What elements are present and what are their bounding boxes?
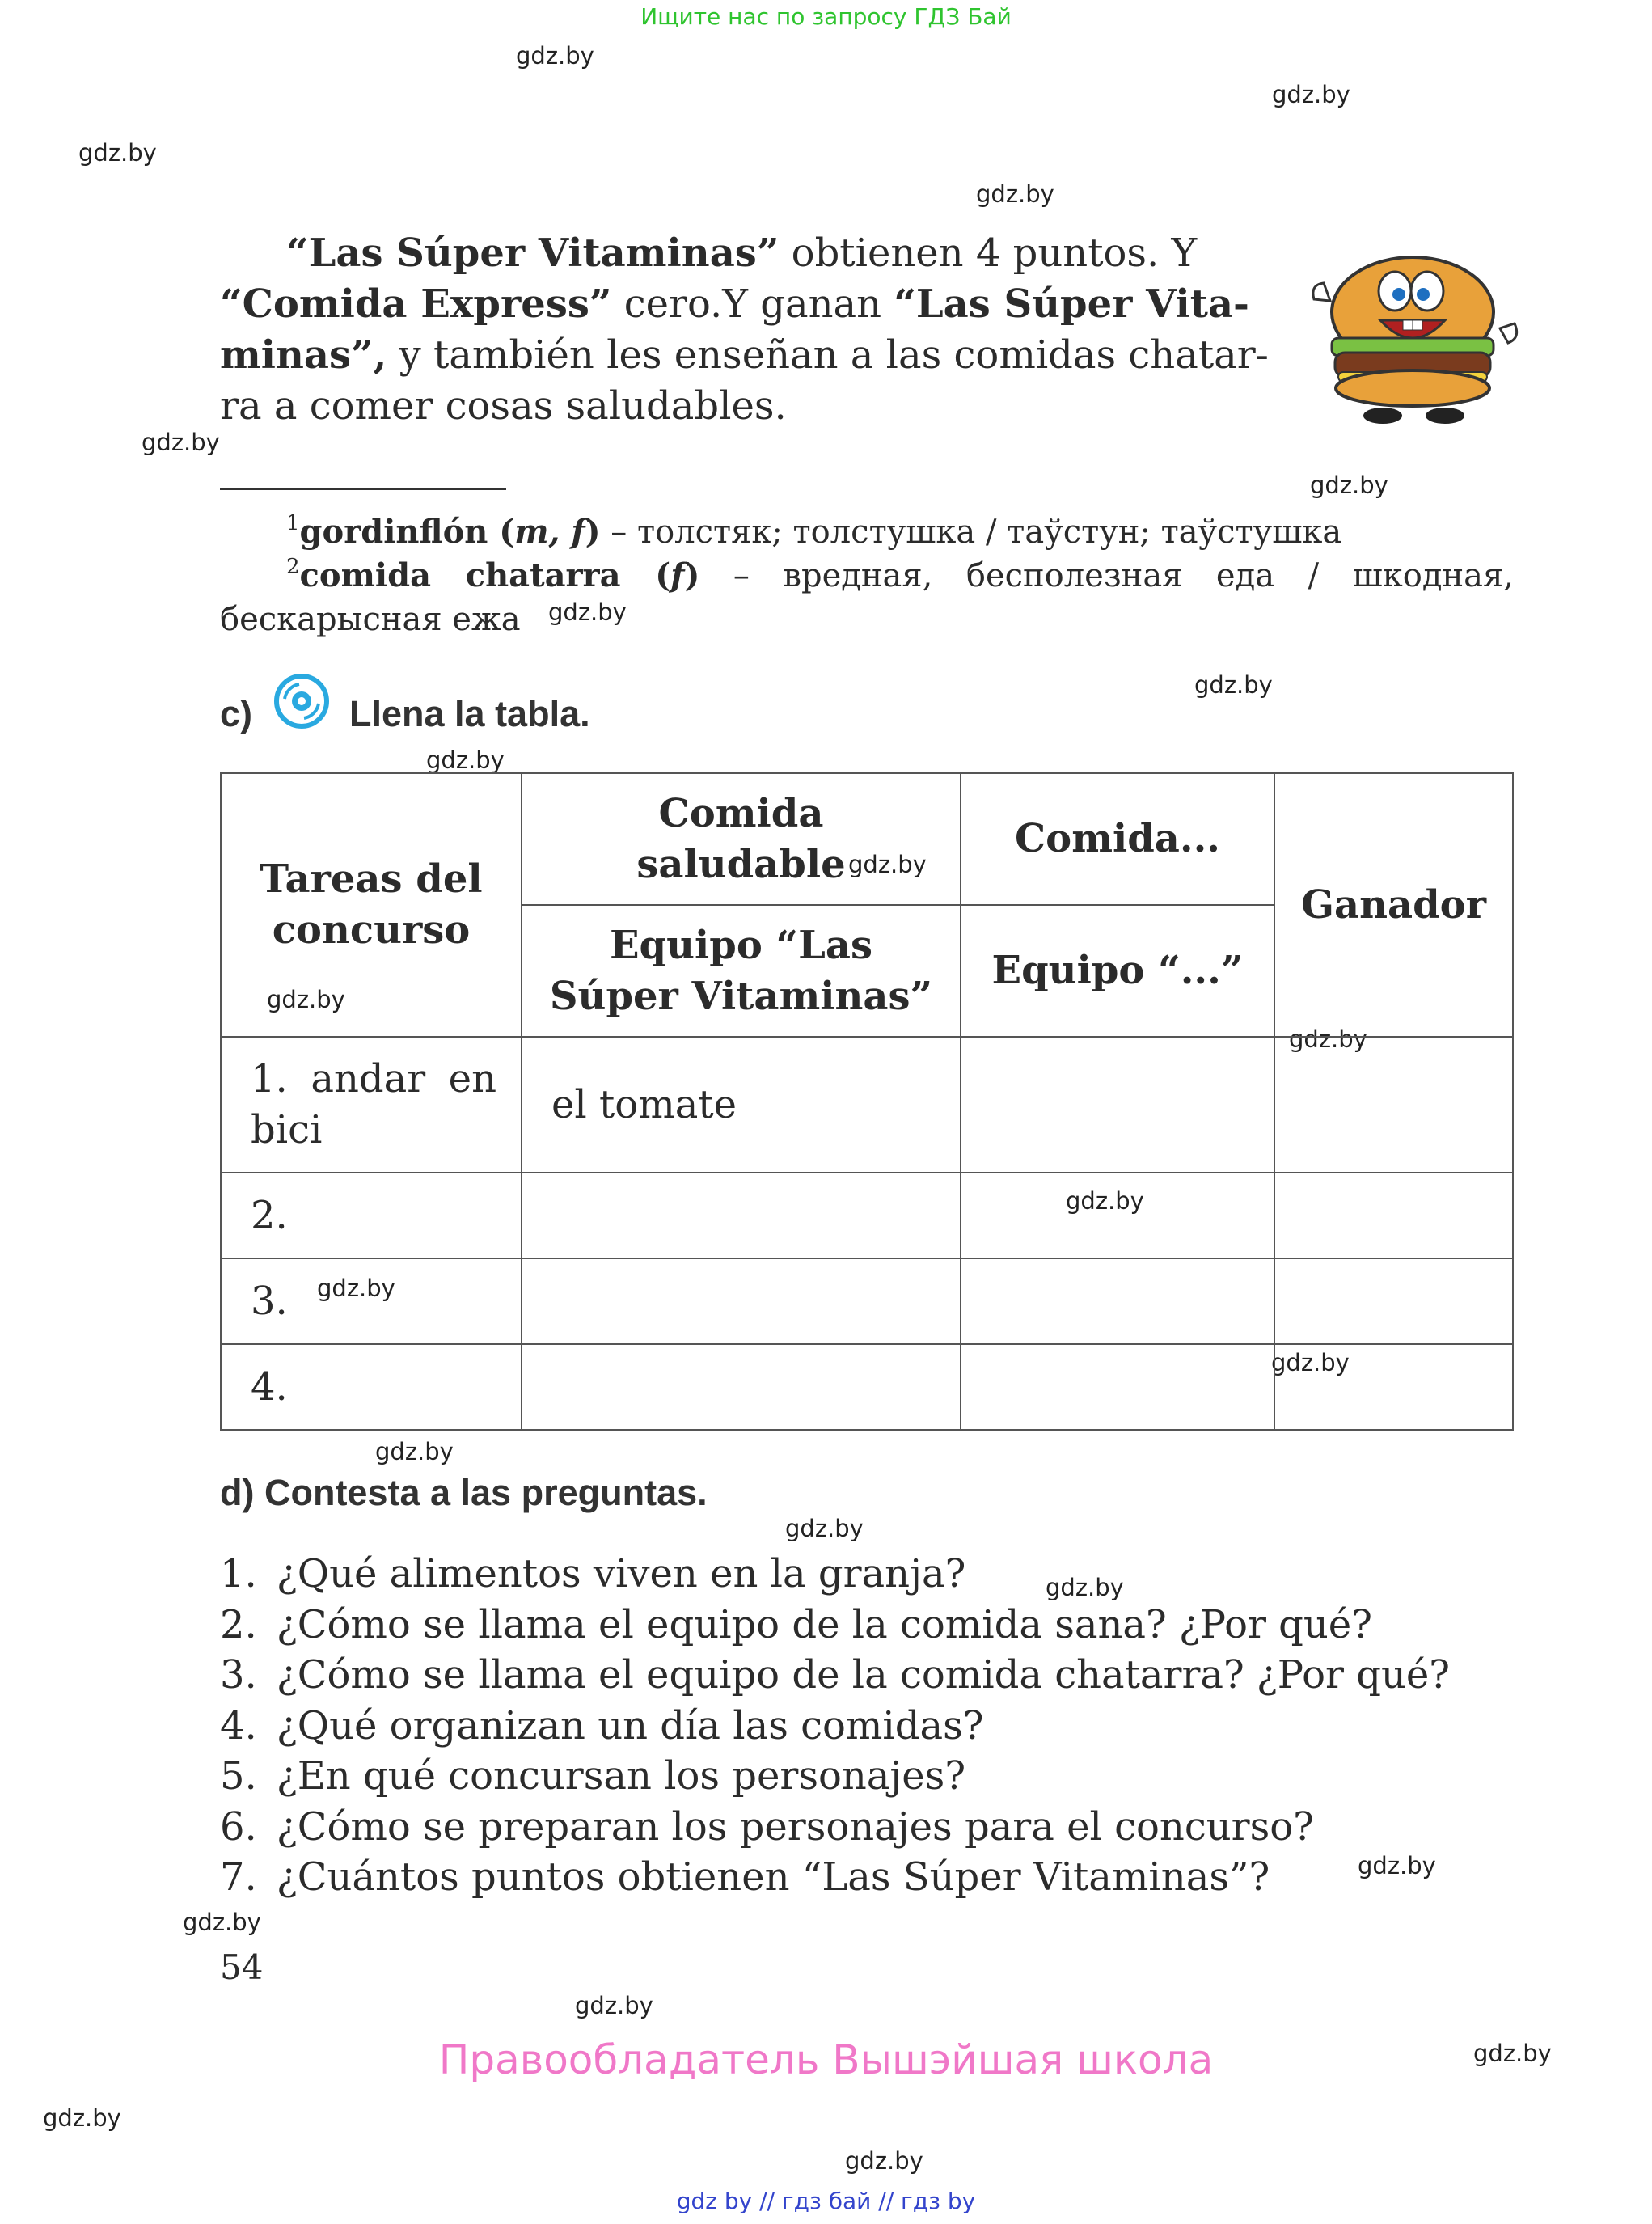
list-item: 5. ¿En qué concursan los personajes? — [220, 1753, 966, 1799]
section-d-title: d) Contesta a las preguntas. — [220, 1472, 708, 1513]
audio-disc-icon[interactable] — [273, 673, 330, 729]
watermark: gdz.by — [267, 986, 345, 1013]
team2-cell[interactable] — [961, 1173, 1274, 1258]
table-row — [221, 1037, 1513, 1173]
table-row — [221, 1173, 1513, 1258]
list-item: 2. ¿Cómo se llama el equipo de la comida sana? ¿Por qué? — [220, 1601, 1372, 1647]
list-item: 3. ¿Cómo se llama el equipo de la comida chatarra? ¿Por qué? — [220, 1652, 1450, 1698]
watermark: gdz.by — [142, 429, 220, 456]
watermark: gdz.by — [1194, 671, 1273, 699]
footnote-2: $^2$comida chatarra (f) – вредная, бесполезная еда / шкодная, бескарысная ежа — [220, 555, 1514, 638]
watermark: gdz.by — [848, 851, 927, 878]
header-comida: Comida... — [961, 773, 1274, 905]
watermark: gdz.by — [1358, 1852, 1436, 1879]
watermark: gdz.by — [375, 1438, 454, 1465]
team1-cell[interactable]: el tomate — [522, 1037, 961, 1173]
header-ganador: Ganador — [1274, 773, 1513, 1037]
watermark: gdz.by — [845, 2147, 923, 2175]
watermark: gdz.by — [785, 1515, 864, 1542]
watermark: gdz.by — [183, 1909, 261, 1936]
watermark: gdz.by — [1271, 1349, 1350, 1376]
section-c-title: Llena la tabla. — [349, 693, 590, 734]
header-equipo-2: Equipo “...” — [961, 905, 1274, 1037]
copyright-notice: Правообладатель Вышэйшая школа — [438, 2036, 1214, 2083]
winner-cell[interactable] — [1274, 1344, 1513, 1430]
list-item: 4. ¿Qué organizan un día las comidas? — [220, 1702, 984, 1748]
contest-table — [220, 772, 1514, 1431]
team2-cell[interactable] — [961, 1258, 1274, 1344]
team2-cell[interactable] — [961, 1344, 1274, 1430]
winner-cell[interactable] — [1274, 1258, 1513, 1344]
watermark: gdz.by — [976, 180, 1054, 208]
top-search-banner[interactable]: Ищите нас по запросу ГДЗ Бай — [640, 3, 1012, 30]
bottom-links[interactable]: gdz by // гдз бай // гдз by — [676, 2188, 976, 2214]
watermark: gdz.by — [575, 1992, 653, 2019]
task-cell: 3. — [221, 1258, 522, 1344]
list-item: 7. ¿Cuántos puntos obtienen “Las Súper Vitaminas”? — [220, 1854, 1270, 1900]
watermark: gdz.by — [1066, 1187, 1144, 1215]
burger-character-icon — [1306, 243, 1520, 429]
team1-cell[interactable] — [522, 1344, 961, 1430]
footnote-divider — [220, 488, 506, 490]
footnote-1: $^1$gordinflón (m, f) – толстяк; толстушка / таўстун; таўстушка — [286, 511, 1342, 551]
page-number: 54 — [220, 1947, 264, 1987]
winner-cell[interactable] — [1274, 1037, 1513, 1173]
team2-cell[interactable] — [961, 1037, 1274, 1173]
watermark: gdz.by — [317, 1275, 395, 1302]
winner-cell[interactable] — [1274, 1173, 1513, 1258]
task-cell: 4. — [221, 1344, 522, 1430]
watermark: gdz.by — [1272, 81, 1350, 108]
list-item: 6. ¿Cómo se preparan los personajes para el concurso? — [220, 1803, 1314, 1850]
team1-cell[interactable] — [522, 1258, 961, 1344]
task-cell: 1. andar en bici — [221, 1037, 522, 1173]
section-c-letter: c) — [220, 693, 253, 734]
watermark: gdz.by — [426, 746, 505, 774]
watermark: gdz.by — [78, 139, 157, 167]
header-tareas: Tareas del concurso — [221, 773, 522, 1037]
watermark: gdz.by — [1046, 1574, 1124, 1601]
table-row — [221, 1344, 1513, 1430]
story-paragraph: “Las Súper Vitaminas” obtienen 4 puntos. Y “Comida Express” cero.Y ganan “Las Súper Vita- minas”, y también les enseñan a las comidas chatar- ra a comer cosas saludables. — [220, 230, 1269, 429]
watermark: gdz.by — [548, 598, 627, 626]
questions-list — [220, 1549, 1450, 1903]
watermark: gdz.by — [1473, 2040, 1552, 2067]
list-item: 1. ¿Qué alimentos viven en la granja? — [220, 1551, 966, 1596]
team1-cell[interactable] — [522, 1173, 961, 1258]
task-cell: 2. — [221, 1173, 522, 1258]
table-row — [221, 1258, 1513, 1344]
watermark: gdz.by — [1289, 1025, 1367, 1053]
header-comida-saludable: Comida saludable — [522, 773, 961, 905]
header-equipo-vitaminas: Equipo “Las Súper Vitaminas” — [522, 905, 961, 1037]
watermark: gdz.by — [516, 42, 594, 70]
watermark: gdz.by — [43, 2104, 121, 2132]
watermark: gdz.by — [1310, 471, 1388, 499]
